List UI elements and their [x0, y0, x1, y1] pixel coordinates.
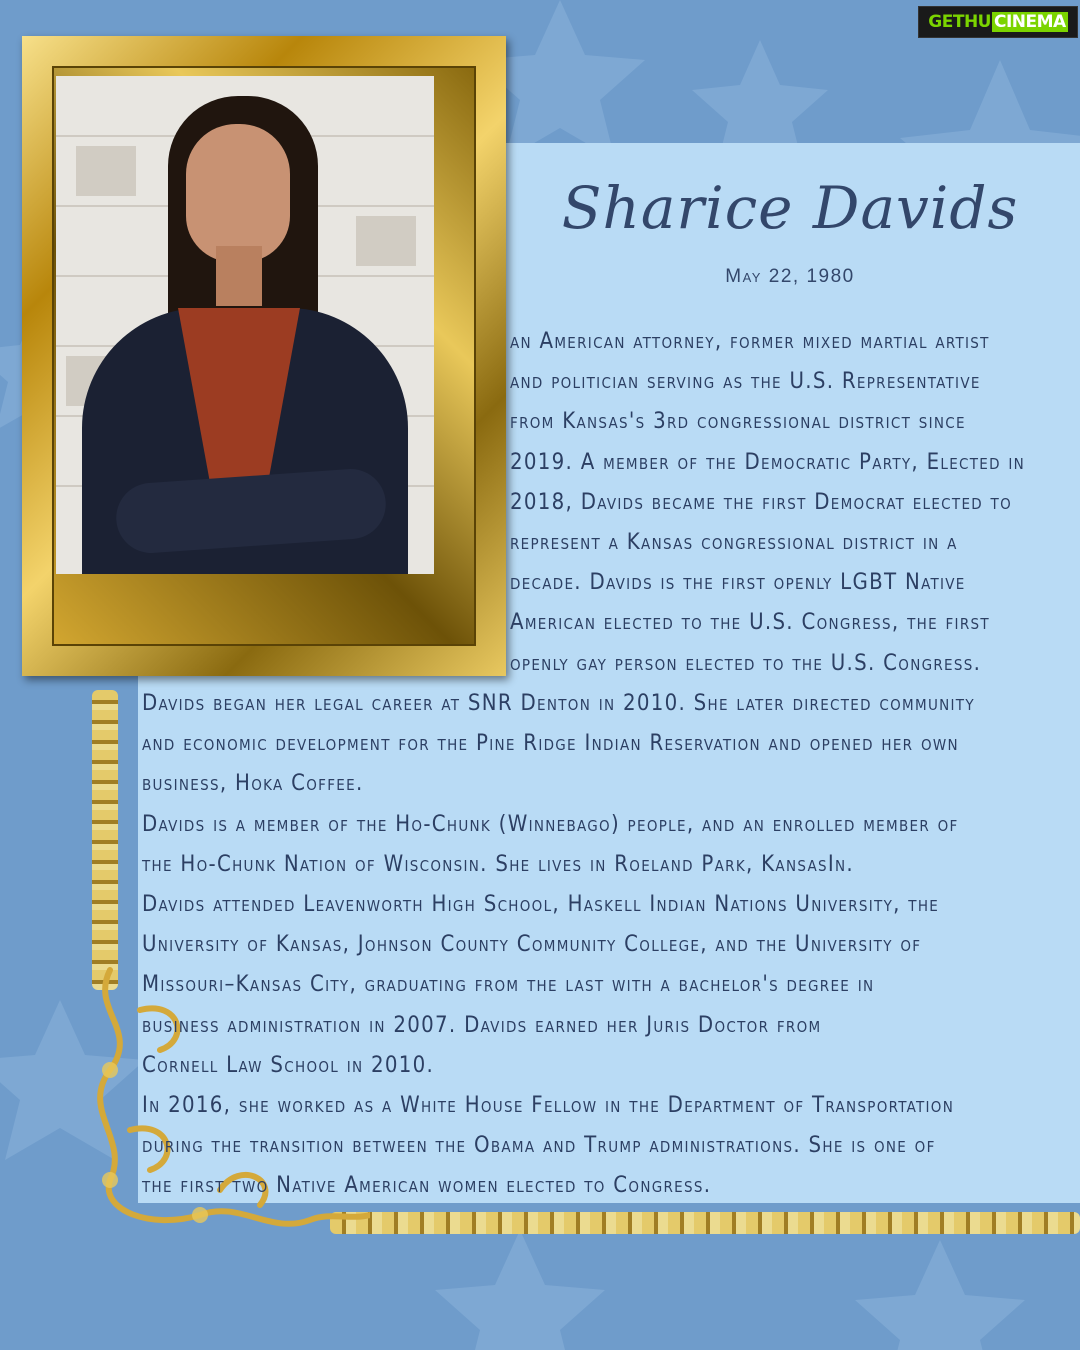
bio-line: an American attorney, former mixed martial artist [510, 329, 990, 354]
bio-line: University of Kansas, Johnson County Community College, and the University of [142, 932, 922, 958]
brand-part1: GETHU [928, 12, 991, 32]
bio-line: from Kansas's 3rd congressional district since [510, 409, 966, 435]
brand-watermark [918, 6, 1078, 38]
bio-text-top [510, 322, 1070, 684]
bio-text-bottom [142, 684, 1077, 1206]
brand-part2: CINEMA [993, 12, 1066, 32]
gold-horizontal-ornament [330, 1212, 1080, 1234]
bio-line: In 2016, she worked as a White House Fellow in the Department of Transportation [142, 1092, 955, 1118]
bio-line: the Ho-Chunk Nation of Wisconsin. She lives in Roeland Park, KansasIn. [142, 851, 854, 877]
neck [216, 246, 262, 306]
bio-line: openly gay person elected to the U.S. Congress. [510, 650, 982, 676]
bio-line: 2018, Davids became the first Democrat elected to [510, 489, 1013, 515]
bio-line: the first two Native American women elected to Congress. [142, 1173, 712, 1199]
bio-line: business administration in 2007. Davids earned her Juris Doctor from [142, 1012, 822, 1038]
bio-line: and politician serving as the U.S. Representative [510, 369, 981, 395]
portrait-photo [56, 76, 434, 574]
bio-line: Cornell Law School in 2010. [142, 1052, 435, 1078]
bio-line: during the transition between the Obama and Trump administrations. She is one of [142, 1133, 936, 1159]
gold-vertical-ornament [92, 690, 118, 990]
face [186, 124, 290, 262]
name-title: Sharice Davids [561, 174, 1019, 242]
bio-line: 2019. A member of the Democratic Party, Elected in [510, 449, 1026, 475]
bio-line: Missouri–Kansas City, graduating from the last with a bachelor's degree in [142, 972, 875, 998]
bio-line: American elected to the U.S. Congress, the first [510, 610, 990, 636]
bio-line: Davids is a member of the Ho-Chunk (Winnebago) people, and an enrolled member of [142, 811, 959, 837]
bio-line: represent a Kansas congressional district in a [510, 529, 958, 555]
bio-line: decade. Davids is the first openly LGBT Native [510, 570, 966, 596]
bio-line: and economic development for the Pine Ridge Indian Reservation and opened her own [142, 731, 959, 757]
bio-line: business, Hoka Coffee. [142, 771, 364, 797]
birth-date: May 22, 1980 [725, 266, 855, 287]
bio-line: Davids attended Leavenworth High School, Haskell Indian Nations University, the [142, 891, 940, 917]
bio-line: Davids began her legal career at SNR Denton in 2010. She later directed community [142, 691, 975, 716]
